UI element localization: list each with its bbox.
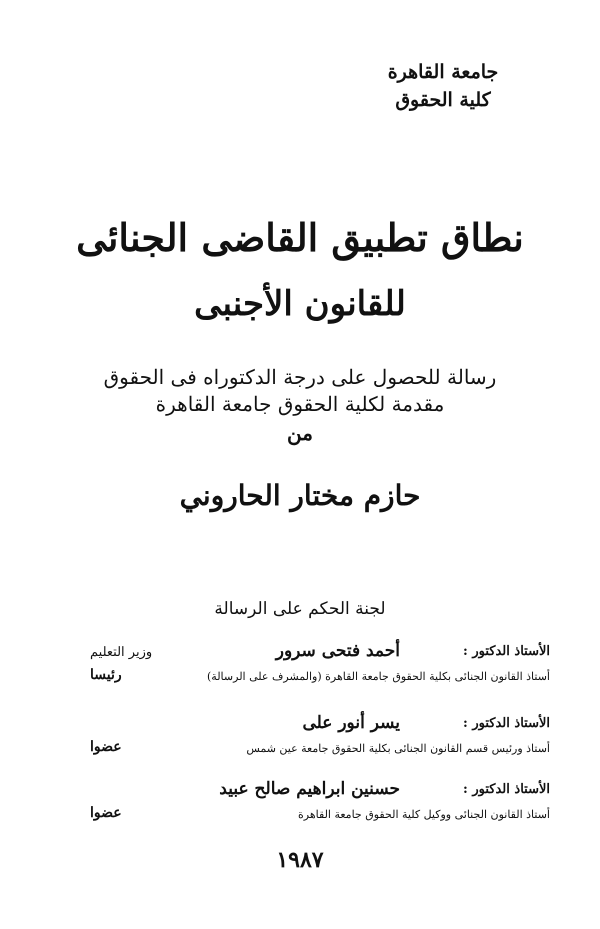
committee-member — [90, 779, 550, 830]
member-description: أستاذ القانون الجنائى ووكيل كلية الحقوق جامعة القاهرة — [298, 808, 550, 821]
committee-member — [90, 713, 550, 764]
member-position: وزير التعليم — [90, 645, 153, 660]
faculty-name: كلية الحقوق — [395, 89, 491, 111]
author-name: حازم مختار الحاروني — [179, 479, 421, 512]
member-role: رئيسا — [90, 667, 122, 683]
member-title: الأستاذ الدكتور : — [463, 782, 550, 797]
publication-year: ١٩٨٧ — [276, 847, 324, 873]
member-title: الأستاذ الدكتور : — [463, 644, 550, 659]
thesis-title-line2: للقانون الأجنبى — [194, 284, 406, 324]
institution-header — [358, 58, 528, 114]
member-name: أحمد فتحى سرور — [275, 641, 400, 661]
member-name: حسنين ابراهيم صالح عبيد — [219, 779, 400, 799]
thesis-purpose: رسالة للحصول على درجة الدكتوراه فى الحقوق — [103, 365, 497, 389]
member-role: عضوا — [90, 805, 122, 821]
university-name: جامعة القاهرة — [387, 61, 499, 83]
member-role: عضوا — [90, 739, 122, 755]
from-label: من — [287, 421, 313, 445]
thesis-submission: مقدمة لكلية الحقوق جامعة القاهرة — [155, 392, 445, 416]
member-name: يسر أنور على — [302, 713, 400, 733]
committee-heading: لجنة الحكم على الرسالة — [214, 599, 386, 619]
member-description: أستاذ القانون الجنائى بكلية الحقوق جامعة القاهرة (والمشرف على الرسالة) — [207, 670, 550, 683]
thesis-title-line1: نطاق تطبيق القاضى الجنائى — [76, 215, 524, 260]
member-description: أستاذ ورئيس قسم القانون الجنائى بكلية الحقوق جامعة عين شمس — [246, 742, 550, 755]
thesis-description — [0, 364, 600, 418]
committee-member — [90, 641, 550, 692]
member-title: الأستاذ الدكتور : — [463, 716, 550, 731]
